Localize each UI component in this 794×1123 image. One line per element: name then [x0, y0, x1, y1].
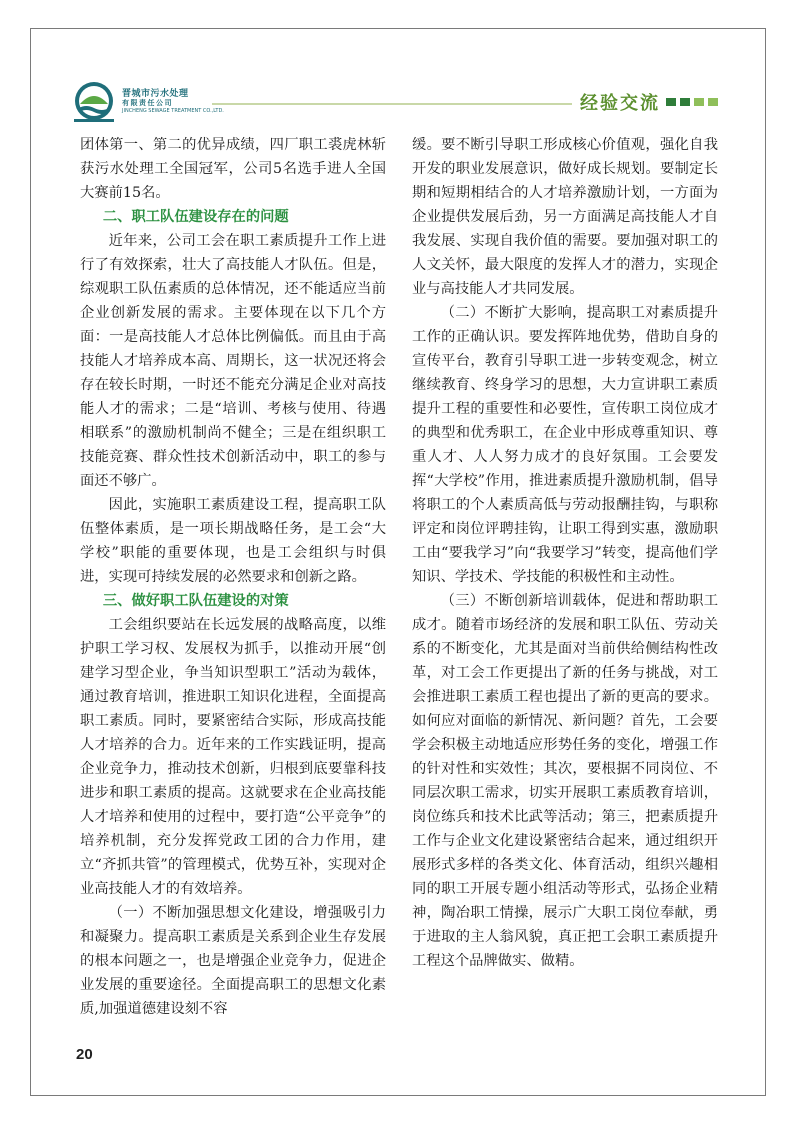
header-dot	[708, 98, 718, 106]
left-column	[80, 133, 386, 1021]
paragraph: （二）不断扩大影响，提高职工对素质提升工作的正确认识。要发挥阵地优势，借助自身的宣传平台，教育引导职工进一步转变观念，树立继续教育、终身学习的思想，大力宣讲职工素质提升工程的重要性和必要性，宣传职工岗位成才的典型和优秀职工，在企业中形成尊重知识、尊重人才、人人努力成才的良好氛围。工会要发挥“大学校”作用，推进素质提升激励机制，倡导将职工的个人素质高低与劳动报酬挂钩，与职称评定和岗位评聘挂钩，让职工得到实惠，激励职工由“要我学习”向“我要学习”转变，提高他们学知识、学技术、学技能的积极性和主动性。	[412, 305, 718, 585]
paragraph: 缓。要不断引导职工形成核心价值观，强化自我开发的职业发展意识，做好成长规划。要制定长期和短期相结合的人才培养激励计划，一方面为企业提供发展后劲，另一方面满足高技能人才自我发展、实现自我价值的需要。要加强对职工的人文关怀，最大限度的发挥人才的潜力，实现企业与高技能人才共同发展。	[412, 137, 718, 297]
logo-emblem-icon	[70, 80, 118, 126]
paragraph: （三）不断创新培训载体，促进和帮助职工成才。随着市场经济的发展和职工队伍、劳动关系的不断变化，尤其是面对当前供给侧结构性改革，对工会工作更提出了新的任务与挑战，对工会推进职工素质工程也提出了新的更高的要求。如何应对面临的新情况、新问题？首先，工会要学会积极主动地适应形势任务的变化，增强工作的针对性和实效性；其次，要根据不同岗位、不同层次职工需求，切实开展职工素质教育培训，岗位练兵和技术比武等活动；第三，把素质提升工作与企业文化建设紧密结合起来，通过组织开展形式多样的各类文化、体育活动，组织兴趣相同的职工开展专题小组活动等形式，弘扬企业精神，陶冶职工情操，展示广大职工岗位奉献，勇于进取的主人翁风貌，真正把工会职工素质提升工程这个品牌做实、做精。	[412, 593, 718, 969]
section-title: 经验交流	[580, 93, 660, 114]
paragraph: 因此，实施职工素质建设工程，提高职工队伍整体素质，是一项长期战略任务，是工会“大学校”职能的重要体现，也是工会组织与时俱进，实现可持续发展的必然要求和创新之路。	[80, 497, 386, 585]
header-rule	[212, 103, 572, 105]
paragraph: 近年来，公司工会在职工素质提升工作上进行了有效探索，壮大了高技能人才队伍。但是，综观职工队伍素质的总体情况，还不能适应当前企业创新发展的需求。主要体现在以下几个方面：一是高技能人才总体比例偏低。而且由于高技能人才培养成本高、周期长，这一状况还将会存在较长时期，一时还不能充分满足企业对高技能人才的需求；二是“培训、考核与使用、待遇相联系”的激励机制尚不健全；三是在组织职工技能竞赛、群众性技术创新活动中，职工的参与面还不够广。	[80, 233, 386, 489]
page-number: 20	[76, 1046, 93, 1063]
logo-company-name: 晋城市污水处理	[122, 89, 189, 99]
paragraph: （一）不断加强思想文化建设，增强吸引力和凝聚力。提高职工素质是关系到企业生存发展的根本问题之一，也是增强企业竞争力，促进企业发展的重要途径。全面提高职工的思想文化素质,加强道德建设刻不容	[80, 905, 386, 1017]
heading-problems: 二、职工队伍建设存在的问题	[102, 209, 289, 225]
right-column	[412, 133, 718, 973]
paragraph: 工会组织要站在长远发展的战略高度，以维护职工学习权、发展权为抓手，以推动开展“创建学习型企业，争当知识型职工”活动为载体，通过教育培训，推进职工知识化进程，全面提高职工素质。同时，要紧密结合实际，形成高技能人才培养的合力。近年来的工作实践证明，提高企业竞争力，推动技术创新，归根到底要靠科技进步和职工素质的提高。这就要求在企业高技能人才培养和使用的过程中，要打造“公平竞争”的培养机制，充分发挥党政工团的合力作用，建立“齐抓共管”的管理模式，优势互补，实现对企业高技能人才的有效培养。	[80, 617, 386, 897]
header-dot	[666, 98, 676, 106]
header-dot	[694, 98, 704, 106]
header-dot	[680, 98, 690, 106]
logo-company-english: JINCHENG SEWAGE TREATMENT CO.,LTD.	[122, 108, 224, 114]
paragraph: 团体第一、第二的优异成绩，四厂职工裘虎林斩获污水处理工全国冠军，公司5名选手进人全国大赛前15名。	[80, 137, 386, 201]
heading-countermeasures: 三、做好职工队伍建设的对策	[102, 593, 289, 609]
company-logo	[70, 80, 224, 126]
logo-company-subtitle: 有限责任公司	[122, 99, 173, 107]
